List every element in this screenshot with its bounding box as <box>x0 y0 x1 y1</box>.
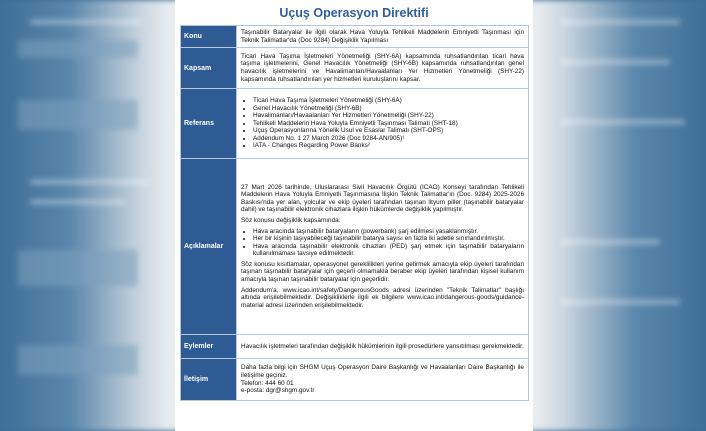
label-kapsam: Kapsam <box>181 48 237 89</box>
contact-email: e-posta: dgr@shgm.gov.tr <box>241 387 315 395</box>
reference-list <box>241 97 524 150</box>
contact-text: Daha fazla bilgi için SHGM Uçuş Operasyon Daire Başkanlığı ve Havaalanları Daire Başkanlığı ile iletişime geçiniz. <box>241 364 524 379</box>
row-referans <box>181 89 529 159</box>
reference-item: • Tehlikeli Maddelerin Hava Yoluyla Emniyetli Taşınması Talimatı (SHT-18) <box>253 120 524 128</box>
label-eylemler: Eylemler <box>181 335 237 359</box>
reference-item: • Addendum No. 1 27 March 2026 (Doc 9284-AN/905)¹ <box>253 135 524 143</box>
change-item: • Hava aracında taşınabilir bataryaların (powerbank) şarj edilmesi yasaklanmıştır. <box>253 228 524 236</box>
value-iletisim <box>237 359 529 401</box>
change-list <box>241 228 524 258</box>
label-iletisim: İletişim <box>181 359 237 401</box>
explanation-subheading: Söz konusu değişiklik kapsamında: <box>241 216 341 224</box>
label-aciklamalar: Açıklamalar <box>181 159 237 335</box>
contact-phone: Telefon: 444 60 01 <box>241 379 294 387</box>
explanation-paragraph: Söz konusu kısıtlamalar, operasyonel gereklilikleri yerine getirmek amacıyla ekip üyeleri tarafından taşınan taşınabilir bataryalar için geçerli olmamakla beraber ekip üyeleri tarafından kişisel kullanım amacıyla taşınan taşınabilir bataryalar için geçerlidir. <box>241 260 524 284</box>
reference-item: • Uçuş Operasyonlarına Yönelik Usul ve Esaslar Talimatı (SHT-OPS) <box>253 127 524 135</box>
reference-item: • Ticari Hava Taşıma İşletmeleri Yönetmeliği (SHY-6A) <box>253 97 524 105</box>
document-title: Uçuş Operasyon Direktifi <box>279 6 429 20</box>
value-referans <box>237 89 529 159</box>
row-eylemler <box>181 335 529 359</box>
row-iletisim <box>181 359 529 401</box>
directive-table <box>180 25 529 401</box>
reference-item: • Havalimanları/Havaalanları Yer Hizmetleri Yönetmeliği (SHY-22) <box>253 112 524 120</box>
label-konu: Konu <box>181 26 237 48</box>
change-item: • Hava aracında taşınabilir elektronik cihazları (PED) şarj etmek için taşınabilir bataryaların kullanılmaması tavsiye edilmektedir. <box>253 243 524 258</box>
directive-document <box>175 0 533 431</box>
row-konu <box>181 26 529 48</box>
explanation-paragraph: 27 Mart 2026 tarihinde, Uluslararası Sivil Havacılık Örgütü (ICAO) Konseyi tarafından Tehlikeli Maddelerin Hava Yoluyla Emniyetli Taşınmasına İlişkin Teknik Talimatlar'ın (Doc. 9284) 2025-2026 Baskısı'nda yer alan, yolcular ve ekip üyeleri tarafından taşınan lityum piller (taşınabilir bataryalar dahil) ve taşınabilir elektronik cihazlara ilişkin hükümlerde değişiklik yapılmıştır. <box>241 183 524 214</box>
explanation-paragraph: Addendum'a, www.icao.int/safety/DangerousGoods adresi üzerinden "Teknik Talimatlar" başlığı altında erişilebilmektedir. Değişikliklerle ilgili ek bilgilere www.icao.int/dangerous-goods/guidance-material adresi üzerinden erişilebilmektedir. <box>241 286 524 309</box>
value-konu: Taşınabilir Bataryalar ile ilgili olarak Hava Yoluyla Tehlikeli Maddelerin Emniyetli Taşınması için Teknik Talimatlar'da (Doc 9284) Değişiklik Yapılması <box>237 26 529 48</box>
change-item: • Her bir kişinin taşıyabileceği taşınabilir batarya sayısı en fazla iki adetle sınırlandırılmıştır. <box>253 235 524 243</box>
row-kapsam <box>181 48 529 89</box>
value-aciklamalar <box>237 159 529 335</box>
label-referans: Referans <box>181 89 237 159</box>
value-eylemler: Havacılık işletmeleri tarafından değişiklik hükümlerinin ilgili prosedürlere yansıtılması gerekmektedir. <box>237 335 529 359</box>
value-kapsam: Ticari Hava Taşıma İşletmeleri Yönetmeliği (SHY-6A) kapsamında ruhsatlandırılan ticari hava taşıma işletmelerini, Genel Havacılık Yönetmeliği (SHY-6B) kapsamında ruhsatlandırılan genel havacılık işletmelerini ve Havalimanları/Havaalanları Yer Hizmetleri Yönetmeliği (SHY-22) kapsamında ruhsatlandırılan yer hizmetleri kuruluşlarını kapsar. <box>237 48 529 89</box>
reference-item: • Genel Havacılık Yönetmeliği (SHY-6B) <box>253 105 524 113</box>
reference-item: • IATA - Changes Regarding Power Banks² <box>253 142 524 150</box>
row-aciklamalar <box>181 159 529 335</box>
